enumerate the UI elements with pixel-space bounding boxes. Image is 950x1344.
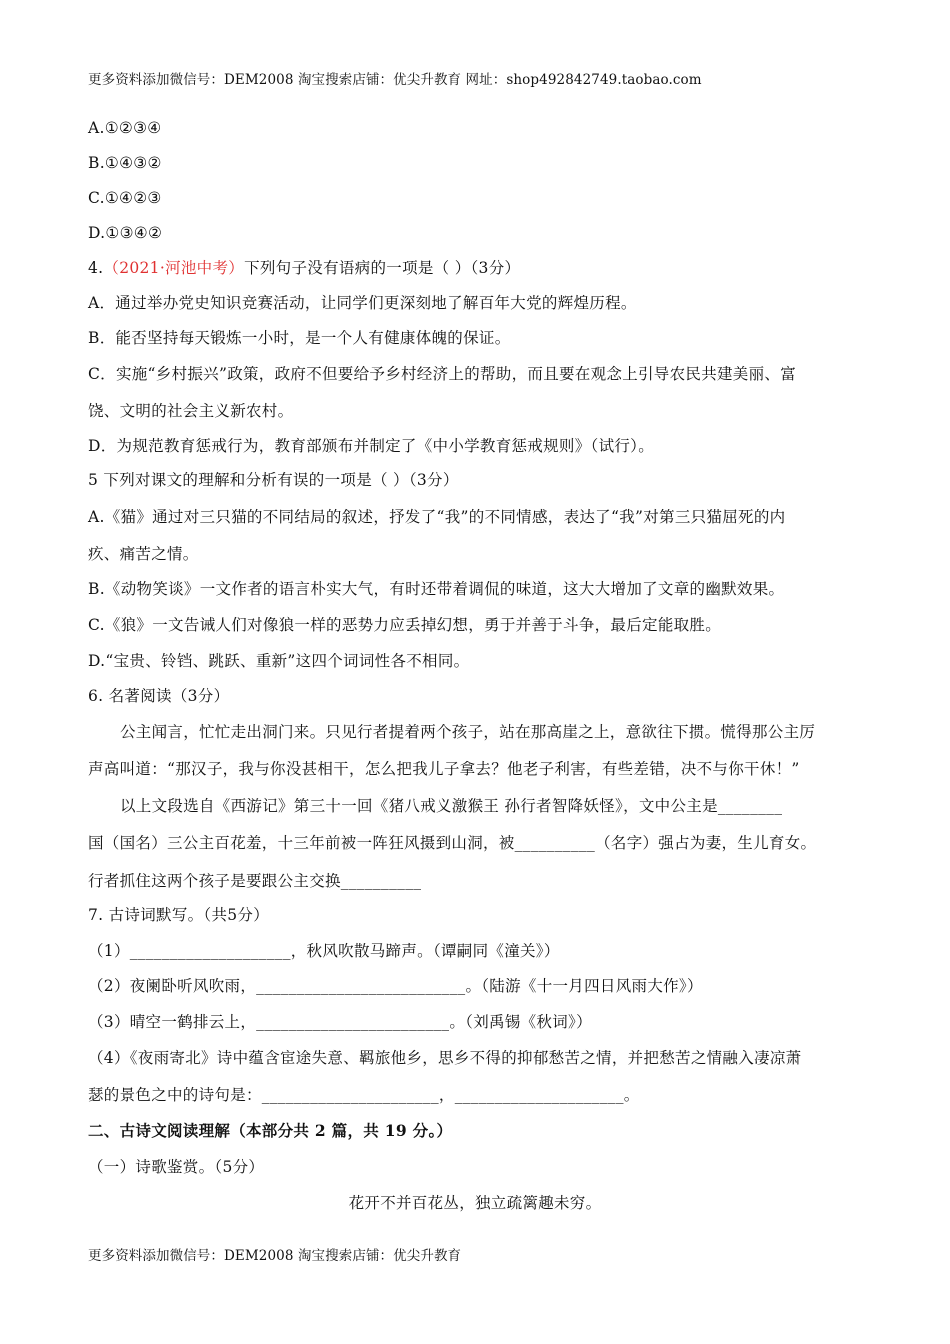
q6-task-line3: 行者抓住这两个孩子是要跟公主交换__________ — [88, 872, 422, 890]
q4-stem-line — [88, 258, 520, 278]
q6-passage-line1: 公主闻言，忙忙走出洞门来。只见行者提着两个孩子，站在那高崖之上，意欲往下掼。慌得那公主厉 — [120, 723, 816, 741]
q4-option-a: A．通过举办党史知识竞赛活动，让同学们更深刻地了解百年大党的辉煌历程。 — [88, 294, 637, 312]
q5-option-c: C.《狼》一文告诫人们对像狼一样的恶势力应丢掉幻想，勇于并善于斗争，最后定能取胜。 — [88, 616, 722, 634]
q5-option-a-line2: 疚、痛苦之情。 — [88, 545, 199, 563]
q6-stem: 6. 名著阅读（3分） — [88, 687, 230, 705]
q7-item-4-line2: 瑟的景色之中的诗句是：______________________，_____________________。 — [88, 1086, 640, 1104]
page-header: 更多资料添加微信号：DEM2008 淘宝搜索店铺：优尖升教育 网址：shop492842749.taobao.com — [88, 72, 702, 88]
q4-option-b: B．能否坚持每天锻炼一小时，是一个人有健康体魄的保证。 — [88, 329, 511, 347]
q4-stem: 下列句子没有语病的一项是（ ）（3分） — [244, 259, 521, 277]
section-2-subtitle: （一）诗歌鉴赏。（5分） — [88, 1158, 265, 1176]
q7-item-4-line1: （4）《夜雨寄北》诗中蕴含宦途失意、羁旅他乡，思乡不得的抑郁愁苦之情，并把愁苦之情融入凄凉萧 — [88, 1049, 802, 1067]
q7-item-3: （3）晴空一鹤排云上，________________________。（刘禹锡《秋词》） — [88, 1013, 592, 1031]
q7-stem: 7. 古诗词默写。（共5分） — [88, 906, 270, 924]
q5-option-d: D.“宝贵、铃铛、跳跃、重新”这四个词词性各不相同。 — [88, 652, 470, 670]
q3-option-d: D.①③④② — [88, 224, 163, 242]
q4-number: 4. — [88, 259, 104, 277]
q6-task-line1: 以上文段选自《西游记》第三十一回《猪八戒义激猴王 孙行者智降妖怪》，文中公主是________ — [120, 797, 783, 815]
q3-option-c: C.①④②③ — [88, 189, 162, 207]
q5-stem: 5 下列对课文的理解和分析有误的一项是（ ）（3分） — [88, 471, 459, 489]
poem-line: 花开不并百花丛，独立疏篱趣未穷。 — [348, 1194, 602, 1212]
q4-option-c-line2: 饶、文明的社会主义新农村。 — [88, 402, 294, 420]
q4-option-d: D．为规范教育惩戒行为，教育部颁布并制定了《中小学教育惩戒规则》（试行）。 — [88, 437, 655, 455]
q3-option-b: B.①④③② — [88, 154, 162, 172]
q6-passage-line2: 声高叫道：“那汉子，我与你没甚相干，怎么把我儿子拿去？他老子利害，有些差错，决不与你干休！” — [88, 760, 800, 778]
section-2-title: 二、古诗文阅读理解（本部分共 2 篇，共 19 分。） — [88, 1121, 453, 1140]
q3-option-a: A.①②③④ — [88, 119, 162, 137]
page-footer: 更多资料添加微信号：DEM2008 淘宝搜索店铺：优尖升教育 — [88, 1248, 462, 1264]
q5-option-a-line1: A.《猫》通过对三只猫的不同结局的叙述，抒发了“我”的不同情感，表达了“我”对第三只猫屈死的内 — [88, 508, 786, 526]
q4-source-label: （2021·河池中考） — [103, 259, 245, 277]
q6-task-line2: 国（国名）三公主百花羞，十三年前被一阵狂风摄到山洞，被__________（名字）强占为妻，生儿育女。 — [88, 834, 817, 852]
q4-option-c-line1: C．实施“乡村振兴”政策，政府不但要给予乡村经济上的帮助，而且要在观念上引导农民共建美丽、富 — [88, 365, 797, 383]
q7-item-2: （2）夜阑卧听风吹雨，__________________________。（陆游《十一月四日风雨大作》） — [88, 977, 703, 995]
q7-item-1: （1）____________________，秋风吹散马蹄声。（谭嗣同《潼关》） — [88, 942, 560, 960]
q5-option-b: B.《动物笑谈》一文作者的语言朴实大气，有时还带着调侃的味道，这大大增加了文章的幽默效果。 — [88, 580, 785, 598]
